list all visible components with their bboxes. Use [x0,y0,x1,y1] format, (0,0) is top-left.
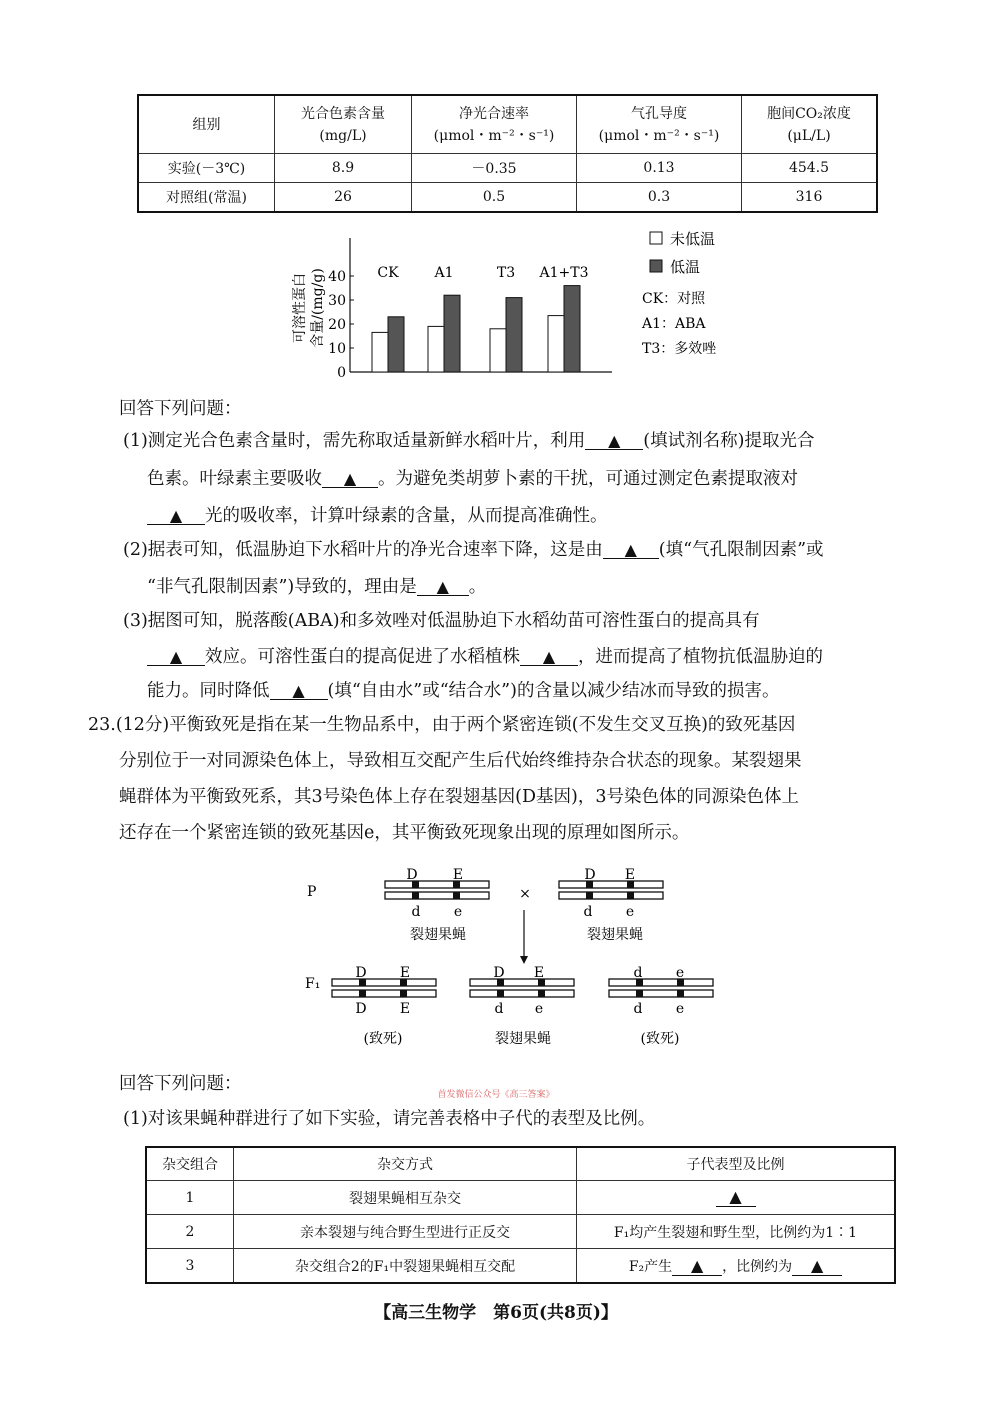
q22-part3-line2: ▲ 效应。可溶性蛋白的提高促进了水稻植株 ▲ ，进而提高了植物抗低温胁迫的 [147,646,823,668]
q22-part1-line2: 色素。叶绿素主要吸收 ▲ 。为避免类胡萝卜素的干扰，可通过测定色素提取液对 [147,469,798,489]
cross-symbol: × [519,886,531,902]
y-tick-label: 30 [328,293,346,309]
q22-part2-line2: “非气孔限制因素”)导致的，理由是 ▲ 。 [147,577,487,597]
q23-line1: 23.(12分)平衡致死是指在某一生物品系中，由于两个紧密连锁(不发生交叉互换)的致死基因 [88,715,796,735]
table-cell: 0.13 [577,154,742,183]
gene-E: E [399,965,411,981]
table-cell: F₂产生 ▲ ，比例约为 ▲ [577,1249,896,1284]
table-cell: 3 [146,1249,234,1284]
gene-e: e [675,1001,685,1017]
table-cell: 316 [742,183,878,213]
table-cell: F₁均产生裂翅和野生型，比例约为1∶1 [577,1215,896,1249]
gene-E: E [399,1001,411,1017]
table-row [146,1249,895,1284]
answer-blank[interactable]: ▲ [147,649,205,666]
bar [548,316,564,372]
chromosome-diagram [295,860,755,1060]
gene-D: D [584,867,596,883]
table-cell: 杂交组合2的F₁中裂翅果蝇相互交配 [234,1249,577,1284]
answer-blank[interactable]: ▲ [792,1258,842,1276]
gene-e: e [675,965,685,981]
bar [372,332,388,372]
table-header-row [138,95,877,154]
gene-E: E [533,965,545,981]
q23-line3: 蝇群体为平衡致死系，其3号染色体上存在裂翅基因(D基因)，3号染色体的同源染色体上 [119,787,799,807]
q22-part1-line3: ▲ 光的吸收率，计算叶绿素的含量，从而提高准确性。 [147,505,608,527]
q23-line2: 分别位于一对同源染色体上，导致相互交配产生后代始终维持杂合状态的现象。某裂翅果 [119,751,802,771]
bar [428,326,444,372]
watermark: 首发微信公众号《高三答案》 [437,1090,555,1100]
category-label: A1 [434,265,454,281]
gene-d: d [633,1001,643,1017]
f1-chromosome-pair-3 [609,965,713,1017]
parent-label-2: 裂翅果蝇 [587,927,643,943]
legend-label: 低温 [670,258,701,276]
gene-E: E [452,867,464,883]
header-cell: 气孔导度 (μmol・m⁻²・s⁻¹) [577,95,742,154]
q23-intro: 回答下列问题： [119,1074,242,1094]
bar [444,295,460,372]
answer-blank[interactable]: ▲ [716,1189,756,1207]
gene-d: d [583,904,593,920]
table-cell: 裂翅果蝇相互杂交 [234,1181,577,1215]
table-row [146,1181,895,1215]
gene-d: d [633,965,643,981]
label-F1: F₁ [305,976,321,992]
label-P: P [307,884,317,900]
gene-D: D [355,965,367,981]
table-row [138,154,877,183]
q22-part2-line1: (2)据表可知，低温胁迫下水稻叶片的净光合速率下降，这是由 ▲ (填“气孔限制因素”或 [123,540,824,560]
q22-intro: 回答下列问题： [119,399,242,419]
category-label: CK [377,265,399,281]
legend-label: 未低温 [670,230,716,248]
cross-table [145,1146,896,1284]
chart-note: A1：ABA [642,316,706,332]
q23-question-1: (1)对该果蝇种群进行了如下实验，请完善表格中子代的表型及比例。 [123,1109,656,1129]
gene-D: D [355,1001,367,1017]
table-cell [577,1181,896,1215]
table-header-row [146,1147,895,1181]
f1-label-3: (致死) [640,1031,680,1047]
gene-e: e [534,1001,544,1017]
legend-swatch [650,260,662,272]
gene-e: e [625,904,635,920]
bar-chart [280,228,740,388]
answer-blank[interactable]: ▲ [585,433,643,450]
parent-chromosome-pair-2 [559,867,663,920]
table-cell: 454.5 [742,154,878,183]
f1-label-2: 裂翅果蝇 [495,1031,551,1047]
table-row [138,183,877,213]
q22-part1-line1: (1)测定光合色素含量时，需先称取适量新鲜水稻叶片，利用 ▲ (填试剂名称)提取光合 [123,431,815,451]
answer-blank[interactable]: ▲ [672,1258,722,1276]
bar [388,317,404,372]
answer-blank[interactable]: ▲ [603,542,659,559]
table-cell: 实验(－3℃) [138,154,275,183]
header-cell: 光合色素含量 (mg/L) [275,95,412,154]
f1-chromosome-pair-2 [470,965,574,1017]
answer-blank[interactable]: ▲ [520,649,578,666]
y-tick-label: 20 [328,317,346,333]
table-cell: 26 [275,183,412,213]
y-tick-label: 40 [328,269,346,285]
q23-line4: 还存在一个紧密连锁的致死基因e，其平衡致死现象出现的原理如图所示。 [119,823,690,843]
bar [490,329,506,372]
legend-swatch [650,232,662,244]
header-cell: 子代表型及比例 [577,1147,896,1181]
answer-blank[interactable]: ▲ [322,471,378,488]
table-cell: 8.9 [275,154,412,183]
table-cell: 0.3 [577,183,742,213]
gene-E: E [624,867,636,883]
gene-d: d [411,904,421,920]
table-cell: 0.5 [412,183,577,213]
bar [506,298,522,372]
category-label: A1+T3 [539,265,589,281]
chart-note: T3：多效唑 [642,341,717,357]
chart-note: CK：对照 [642,291,706,307]
header-cell: 杂交组合 [146,1147,234,1181]
answer-blank[interactable]: ▲ [270,683,328,700]
table-cell: 对照组(常温) [138,183,275,213]
gene-e: e [453,904,463,920]
header-cell: 胞间CO₂浓度 (μL/L) [742,95,878,154]
y-axis-label: 含量/(mg/g) [310,268,326,348]
header-cell: 杂交方式 [234,1147,577,1181]
bar [564,286,580,372]
table-cell: －0.35 [412,154,577,183]
table-cell: 2 [146,1215,234,1249]
table-cell: 亲本裂翅与纯合野生型进行正反交 [234,1215,577,1249]
gene-D: D [493,965,505,981]
y-tick-label: 10 [328,341,346,357]
y-tick-label: 0 [337,365,346,381]
header-cell: 组别 [138,95,275,154]
q22-part3-line3: 能力。同时降低 ▲ (填“自由水”或“结合水”)的含量以减少结冰而导致的损害。 [147,681,780,701]
gene-d: d [494,1001,504,1017]
table-cell: 1 [146,1181,234,1215]
answer-blank[interactable]: ▲ [147,508,205,525]
q22-part3-line1: (3)据图可知，脱落酸(ABA)和多效唑对低温胁迫下水稻幼苗可溶性蛋白的提高具有 [123,611,760,631]
f1-chromosome-pair-1 [332,965,436,1017]
f1-label-1: (致死) [363,1031,403,1047]
parent-chromosome-pair-1 [385,867,489,920]
data-table-1 [137,94,878,213]
parent-label-1: 裂翅果蝇 [410,927,466,943]
header-cell: 净光合速率 (μmol・m⁻²・s⁻¹) [412,95,577,154]
table-row [146,1215,895,1249]
page-footer: 【高三生物学 第6页(共8页)】 [374,1303,618,1323]
answer-blank[interactable]: ▲ [417,579,469,596]
y-axis-label: 可溶性蛋白 [292,273,308,343]
category-label: T3 [496,265,516,281]
gene-D: D [406,867,418,883]
arrow-icon [520,910,528,964]
